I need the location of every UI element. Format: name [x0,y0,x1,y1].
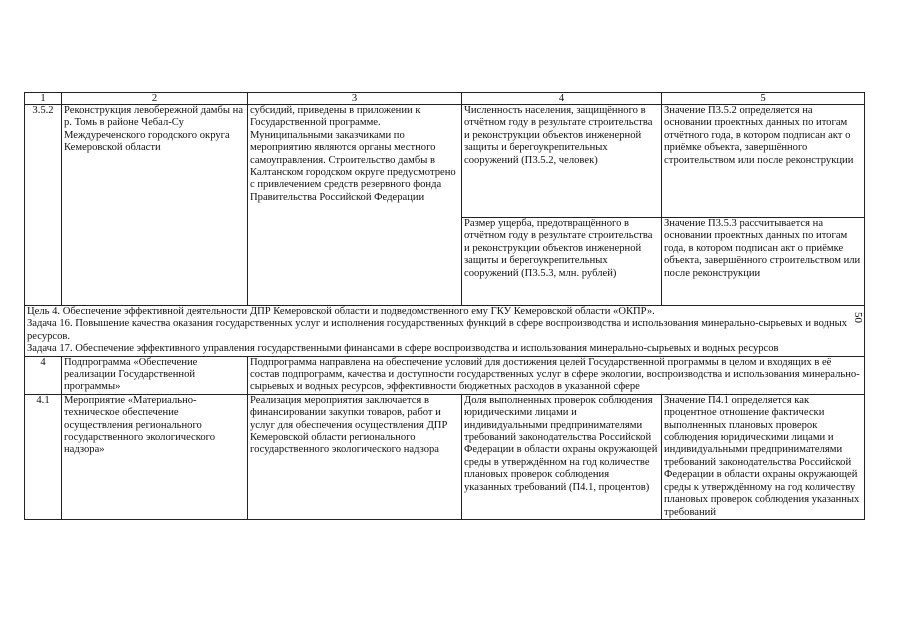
header-cell: 1 [25,93,62,105]
indicator-cell: Численность населения, защищённого в отчётном году в результате строительства и реконструкции объектов инженерной защиты и берегоукрепительных сооружений (П3.5.2, человек) [462,105,662,218]
table-row [25,356,865,394]
table-header-row [25,93,865,105]
goal-4: Цель 4. Обеспечение эффективной деятельности ДПР Кемеровской области и подведомственного ему ГКУ Кемеровской области «ОКПР». [27,306,655,317]
indicator-cell: Доля выполненных проверок соблюдения юридическими лицами и индивидуальными предпринимателями требований законодательства Российской Федерации в области охраны окружающей среды в утверждённом на год количестве плановых проверок соблюдения указанных требований (П4.1, процентов) [462,394,662,519]
measure-name: Реконструкция левобережной дамбы на р. Томь в районе Чебал-Су Междуреченского городского округа Кемеровской области [62,105,248,306]
table-row [25,105,865,218]
row-number: 4.1 [25,394,62,519]
task-16: Задача 16. Повышение качества оказания государственных услуг и исполнения государственных функций в сфере воспроизводства и использования минерально-сырьевых и водных ресурсов. [27,318,848,342]
header-cell: 2 [62,93,248,105]
header-cell: 4 [462,93,662,105]
header-cell: 3 [248,93,462,105]
subprogram-description: Подпрограмма направлена на обеспечение условий для достижения целей Государственной программы в целом и входящих в её состав подпрограмм, качества и доступности государственных услуг в сфере экологии, воспроизводства и использования минерально-сырьевых и водных ресурсов, эффективности бюджетных расходов в указанной сфере [248,356,865,394]
measure-name: Мероприятие «Материально-техническое обеспечение осуществления регионального государственного экологического надзора» [62,394,248,519]
goal-row [25,306,865,357]
program-table [24,92,865,520]
indicator-cell: Размер ущерба, предотвращённого в отчётном году в результате строительства и реконструкции объектов инженерной защиты и берегоукрепительных сооружений (П3.5.3, млн. рублей) [462,218,662,306]
row-number: 3.5.2 [25,105,62,306]
header-cell: 5 [662,93,865,105]
measure-description: субсидий, приведены в приложении к Государственной программе. Муниципальными заказчиками по мероприятию являются органы местного самоуправления. Строительство дамбы в Калтанском городском округе предусмотрено с привлечением средств резервного фонда Правительства Российской Федерации [248,105,462,306]
goal-text [25,306,865,357]
page-number: 50 [852,312,864,323]
task-17: Задача 17. Обеспечение эффективного управления государственными финансами в сфере воспроизводства и использования минерально-сырьевых и водных ресурсов [27,343,779,355]
row-number: 4 [25,356,62,394]
table-row [25,394,865,519]
method-cell: Значение П3.5.3 рассчитывается на основании проектных данных по итогам года, в котором подписан акт о приёмке объекта, завершённого строительством или после реконструкции [662,218,865,306]
measure-description: Реализация мероприятия заключается в финансировании закупки товаров, работ и услуг для обеспечения осуществления ДПР Кемеровской области регионального государственного экологического надзора [248,394,462,519]
method-cell: Значение П3.5.2 определяется на основании проектных данных по итогам отчётного года, в котором подписан акт о приёмке объекта, завершённого строительством или после реконструкции [662,105,865,218]
subprogram-name: Подпрограмма «Обеспечение реализации Государственной программы» [62,356,248,394]
method-cell: Значение П4.1 определяется как процентное отношение фактически выполненных плановых проверок соблюдения юридическими лицами и индивидуальными предпринимателями требований законодательства Российской Федерации в области охраны окружающей среды к утверждённому на год количеству плановых проверок соблюдения указанных требований [662,394,865,519]
